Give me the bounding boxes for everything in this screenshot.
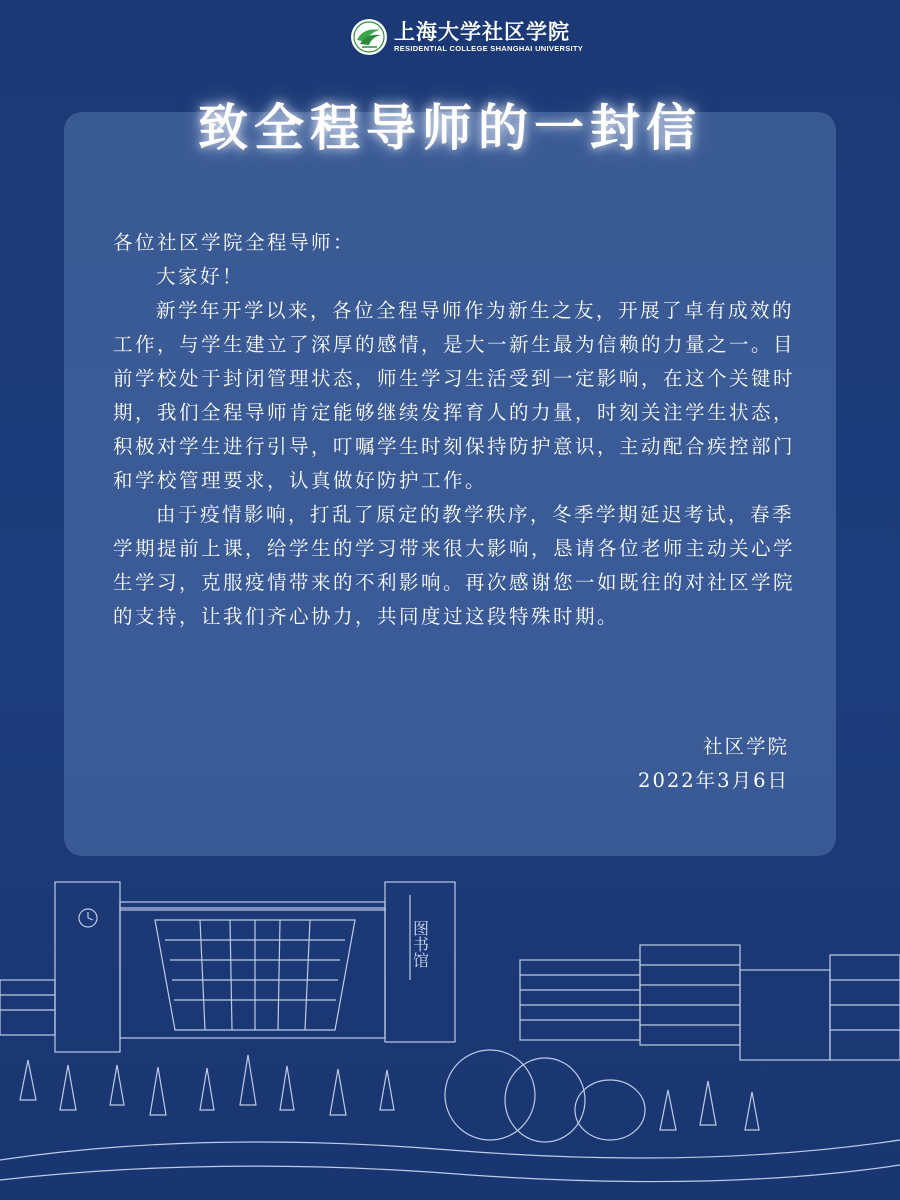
letter-signature: 社区学院 (702, 735, 789, 758)
letter-paragraph-1: 新学年开学以来，各位全程导师作为新生之友，开展了卓有成效的工作，与学生建立了深厚的感情，是大一新生最为信赖的力量之一。目前学校处于封闭管理状态，师生学习生活受到一定影响，在这个关键时期，我们全程导师肯定能够继续发挥育人的力量，时刻关注学生状态，积极对学生进行引导，叮嘱学生时刻保持防护意识，主动配合疾控部门和学校管理要求，认真做好防护工作。 (113, 299, 796, 492)
logo-english-name: RESIDENTIAL COLLEGE SHANGHAI UNIVERSITY (394, 44, 584, 53)
letter-paragraph-2: 由于疫情影响，打乱了原定的教学秩序，冬季学期延迟考试，春季学期提前上课，给学生的学习带来很大影响，恳请各位老师主动关心学生学习，克服疫情带来的不利影响。再次感谢您一如既往的对社区学院的支持，让我们齐心协力，共同度过这段特殊时期。 (113, 503, 796, 628)
letter-signature-block (638, 730, 789, 798)
building-sign-text: 图书馆 (410, 920, 430, 968)
letter-salutation: 各位社区学院全程导师： (113, 231, 356, 254)
header-logo (350, 18, 584, 60)
logo-chinese-name: 上海大学社区学院 (394, 19, 570, 44)
letter-greeting: 大家好！ (156, 265, 245, 288)
page-title: 致全程导师的一封信 (198, 98, 702, 157)
letter-date: 2022年3月6日 (638, 769, 789, 792)
university-emblem-icon (350, 18, 388, 56)
campus-line-drawing (0, 860, 900, 1200)
letter-body (113, 226, 803, 634)
